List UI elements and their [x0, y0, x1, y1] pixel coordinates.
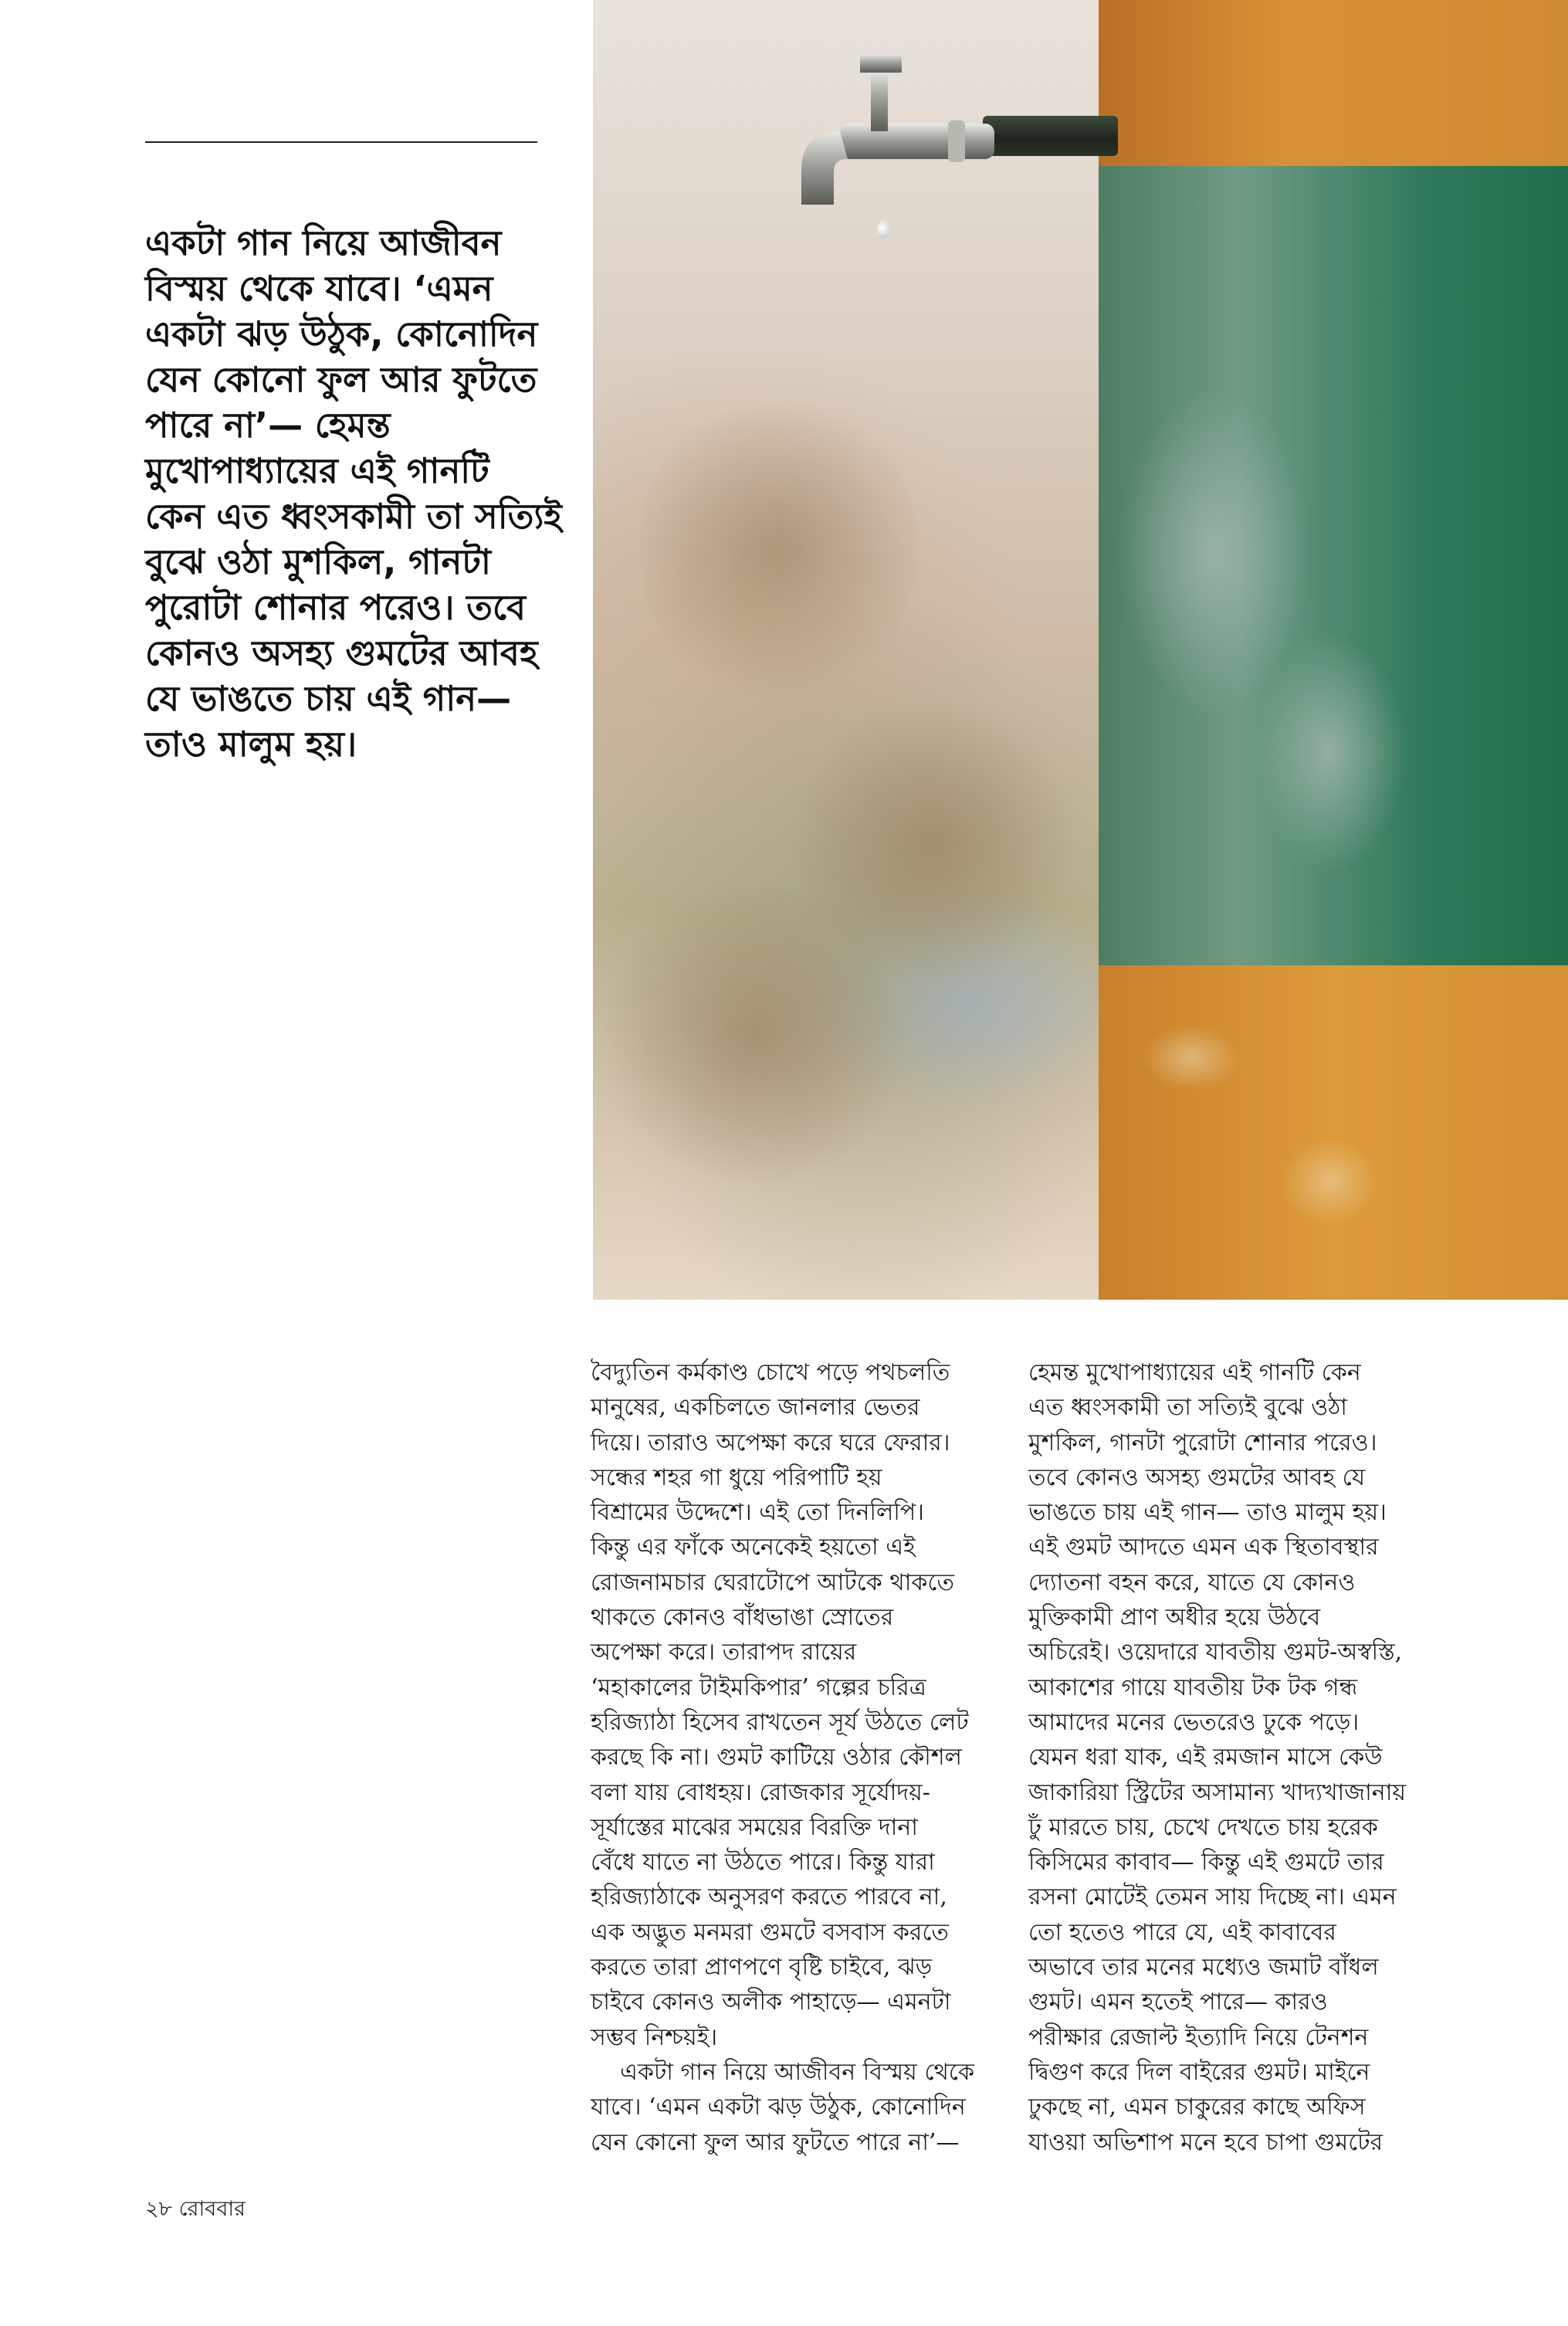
pullquote-line: যেন কোনো ফুল আর ফুটতে: [145, 359, 537, 400]
article-line: বৈদ্যুতিন কর্মকাণ্ড চোখে পড়ে পথচলতি: [591, 1359, 950, 1386]
article-line: কিন্তু এর ফাঁকে অনেকেই হয়তো এই: [591, 1534, 916, 1561]
article-line: রসনা মোটেই তেমন সায় দিচ্ছে না। এমন: [1028, 1884, 1397, 1911]
article-line: তবে কোনও অসহ্য গুমটের আবহ যে: [1028, 1463, 1366, 1491]
article-line: মুক্তিকামী প্রাণ অধীর হয়ে উঠবে: [1028, 1604, 1321, 1632]
article-line: দ্যোতনা বহন করে, যাতে যে কোনও: [1028, 1568, 1356, 1596]
pullquote-rule: [145, 141, 537, 143]
article-line: যাওয়া অভিশাপ মনে হবে চাপা গুমটের: [1028, 2128, 1383, 2156]
article-photo: [593, 0, 1568, 1300]
pullquote-line: পারে না’— হেমন্ত: [145, 405, 391, 446]
article-column-2: [1028, 1355, 1430, 2160]
article-line: মুশকিল, গানটা পুরোটা শোনার পরেও।: [1028, 1429, 1377, 1456]
article-line: কিসিমের কাবাব— কিন্তু এই গুমটে তার: [1028, 1849, 1384, 1877]
pullquote-line: যে ভাঙতে চায় এই গান—: [145, 678, 512, 719]
article-line: যাবে। ‘এমন একটা ঝড় উঠুক, কোনোদিন: [591, 2094, 966, 2121]
article-line: বিশ্রামের উদ্দেশে। এই তো দিনলিপি।: [591, 1499, 924, 1527]
article-line: অচিরেই। ওয়েদারে যাবতীয় গুমট-অস্বস্তি,: [1028, 1639, 1403, 1667]
article-line: চাইবে কোনও অলীক পাহাড়ে— এমনটা: [591, 1989, 951, 2016]
article-line: রোজনামচার ঘেরাটোপে আটকে থাকতে: [591, 1568, 954, 1596]
article-line: জাকারিয়া স্ট্রিটের অসামান্য খাদ্যখাজানায়: [1028, 1778, 1407, 1806]
article-line: বলা যায় বোধহয়। রোজকার সূর্যোদয়-: [591, 1778, 930, 1806]
article-line: হরিজ্যাঠাকে অনুসরণ করতে পারবে না,: [591, 1884, 947, 1911]
article-line: সন্ধের শহর গা ধুয়ে পরিপাটি হয়: [591, 1463, 882, 1491]
article-line: দ্বিগুণ করে দিল বাইরের গুমট। মাইনে: [1028, 2058, 1370, 2086]
article-line: আকাশের গায়ে যাবতীয় টক টক গন্ধ: [1028, 1673, 1358, 1701]
article-line: মানুষের, একচিলতে জানলার ভেতর: [591, 1394, 920, 1422]
article-line: ঢুঁ মারতে চায়, চেখে দেখতে চায় হরেক: [1028, 1813, 1378, 1841]
water-drop: [877, 220, 889, 239]
article-line: তো হতেও পারে যে, এই কাবাবের: [1028, 1918, 1336, 1946]
article-column-1: [591, 1355, 992, 2160]
pullquote: [145, 220, 562, 767]
pullquote-line: কোনও অসহ্য গুমটের আবহ: [145, 632, 538, 673]
article-line: ‘মহাকালের টাইমকিপার’ গল্পের চরিত্র: [591, 1673, 926, 1701]
article-line: করতে তারা প্রাণপণে বৃষ্টি চাইবে, ঝড়: [591, 1954, 933, 1982]
blurred-shrub: [593, 888, 917, 1182]
article-line: এক অদ্ভুত মনমরা গুমটে বসবাস করতে: [591, 1918, 949, 1946]
article-line: সম্ভব নিশ্চয়ই।: [591, 2023, 718, 2051]
pullquote-line: তাও মালুম হয়।: [145, 724, 357, 765]
article-line: থাকতে কোনও বাঁধভাঙা স্রোতের: [591, 1604, 894, 1632]
article-line: সূর্যাস্তের মাঝের সময়ের বিরক্তি দানা: [591, 1813, 918, 1841]
article-line: এই গুমট আদতে এমন এক স্থিতাবস্থার: [1028, 1534, 1379, 1561]
post-green-band: [1099, 166, 1568, 965]
page-folio: ২৮ রোববার: [145, 2197, 246, 2221]
post-orange-band-lower: [1099, 965, 1568, 1300]
pullquote-line: বিস্ময় থেকে যাবে। ‘এমন: [145, 268, 493, 309]
article-line: পরীক্ষার রেজাল্ট ইত্যাদি নিয়ে টেনশন: [1028, 2023, 1369, 2051]
article-line: আমাদের মনের ভেতরেও ঢুকে পড়ে।: [1028, 1708, 1360, 1736]
pullquote-line: কেন এত ধ্বংসকামী তা সত্যিই: [145, 496, 562, 537]
article-line: দিয়ে। তারাও অপেক্ষা করে ঘরে ফেরার।: [591, 1429, 950, 1456]
painted-post: [1099, 0, 1568, 1300]
pullquote-line: একটা গান নিয়ে আজীবন: [145, 222, 502, 263]
post-orange-band: [1099, 0, 1568, 174]
pullquote-line: মুখোপাধ্যায়ের এই গানটি: [145, 450, 489, 491]
article-line: অপেক্ষা করে। তারাপদ রায়ের: [591, 1639, 857, 1667]
article-line: একটা গান নিয়ে আজীবন বিস্ময় থেকে: [591, 2058, 974, 2086]
pullquote-line: পুরোটা শোনার পরেও। তবে: [145, 587, 527, 628]
article-line: এত ধ্বংসকামী তা সত্যিই বুঝে ওঠা: [1028, 1394, 1347, 1422]
pipe: [983, 116, 1118, 156]
article-line: অভাবে তার মনের মধ্যেও জমাট বাঁধল: [1028, 1954, 1379, 1982]
pullquote-line: একটা ঝড় উঠুক, কোনোদিন: [145, 314, 538, 354]
article-line: যেন কোনো ফুল আর ফুটতে পারে না’—: [591, 2128, 960, 2156]
article-line: করছে কি না। গুমট কাটিয়ে ওঠার কৌশল: [591, 1744, 962, 1772]
article-line: হেমন্ত মুখোপাধ্যায়ের এই গানটি কেন: [1028, 1359, 1361, 1386]
article-line: ভাঙতে চায় এই গান— তাও মালুম হয়।: [1028, 1499, 1387, 1527]
water-tap-icon: [786, 46, 1002, 216]
article-line: ঢুকছে না, এমন চাকুরের কাছে অফিস: [1028, 2094, 1366, 2121]
blurred-shrub: [639, 386, 917, 710]
article-line: হরিজ্যাঠা হিসেব রাখতেন সূর্য উঠতে লেট: [591, 1708, 969, 1736]
pullquote-line: বুঝে ওঠা মুশকিল, গানটা: [145, 541, 491, 582]
article-line: বেঁধে যাতে না উঠতে পারে। কিন্তু যারা: [591, 1849, 935, 1877]
article-line: গুমট। এমন হতেই পারে— কারও: [1028, 1989, 1328, 2016]
article-line: যেমন ধরা যাক, এই রমজান মাসে কেউ: [1028, 1744, 1383, 1772]
